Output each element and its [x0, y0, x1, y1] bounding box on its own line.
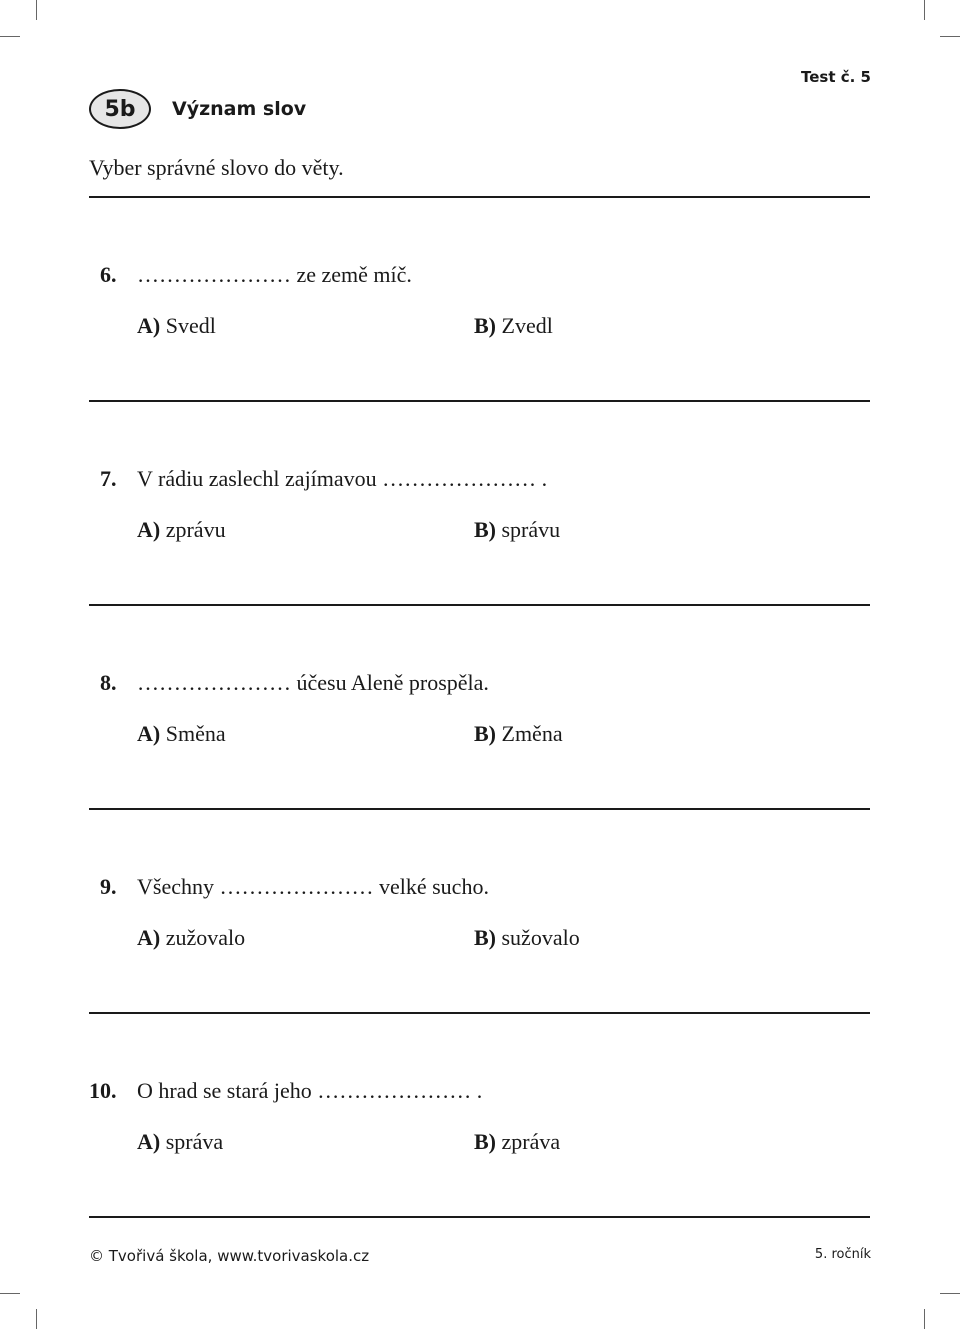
- option-label: správa: [165, 1129, 224, 1154]
- option-b[interactable]: [474, 925, 580, 951]
- option-letter: A): [137, 925, 161, 950]
- question-text: ………………… ze země míč.: [137, 262, 412, 287]
- question-9: [89, 874, 870, 994]
- section-badge: 5b: [89, 89, 151, 129]
- option-letter: A): [137, 517, 161, 542]
- question-text: V rádiu zaslechl zajímavou ………………… .: [137, 466, 548, 491]
- option-label: správu: [501, 517, 561, 542]
- question-number: 6.: [100, 262, 117, 287]
- crop-mark: [940, 1293, 960, 1294]
- option-letter: B): [474, 1129, 496, 1154]
- test-number: Test č. 5: [801, 68, 871, 86]
- crop-mark: [36, 1309, 37, 1329]
- option-label: Zvedl: [501, 313, 553, 338]
- option-letter: B): [474, 925, 496, 950]
- question-text: O hrad se stará jeho ………………… .: [137, 1078, 483, 1103]
- option-label: Svedl: [165, 313, 216, 338]
- question-8: [89, 670, 870, 790]
- footer-copyright: © Tvořivá škola, www.tvorivaskola.cz: [89, 1247, 370, 1265]
- option-letter: A): [137, 1129, 161, 1154]
- option-letter: B): [474, 313, 496, 338]
- question-7: [89, 466, 870, 586]
- question-10: [89, 1078, 870, 1198]
- crop-mark: [0, 36, 20, 37]
- option-b[interactable]: [474, 313, 553, 339]
- option-letter: A): [137, 313, 161, 338]
- option-b[interactable]: [474, 721, 563, 747]
- section-title: Význam slov: [172, 98, 307, 120]
- crop-mark: [0, 1293, 20, 1294]
- question-number: 9.: [100, 874, 117, 899]
- question-text: Všechny ………………… velké sucho.: [137, 874, 489, 899]
- question-6: [89, 262, 870, 382]
- instruction: Vyber správné slovo do věty.: [89, 155, 344, 180]
- divider: [89, 1216, 870, 1218]
- question-text: ………………… účesu Aleně prospěla.: [137, 670, 489, 695]
- option-letter: A): [137, 721, 161, 746]
- option-b[interactable]: [474, 517, 560, 543]
- crop-mark: [924, 0, 925, 20]
- divider: [89, 196, 870, 198]
- option-letter: B): [474, 517, 496, 542]
- option-a[interactable]: [137, 517, 226, 543]
- option-label: Změna: [501, 721, 563, 746]
- divider: [89, 808, 870, 810]
- option-a[interactable]: [137, 1129, 223, 1155]
- option-b[interactable]: [474, 1129, 560, 1155]
- option-label: sužovalo: [501, 925, 580, 950]
- option-a[interactable]: [137, 925, 245, 951]
- option-label: zprávu: [165, 517, 226, 542]
- question-number: 8.: [100, 670, 117, 695]
- divider: [89, 400, 870, 402]
- crop-mark: [924, 1309, 925, 1329]
- question-number: 10.: [89, 1078, 117, 1103]
- option-a[interactable]: [137, 313, 216, 339]
- option-label: zpráva: [501, 1129, 561, 1154]
- option-label: Směna: [165, 721, 226, 746]
- question-number: 7.: [100, 466, 117, 491]
- option-letter: B): [474, 721, 496, 746]
- crop-mark: [36, 0, 37, 20]
- option-a[interactable]: [137, 721, 226, 747]
- divider: [89, 604, 870, 606]
- divider: [89, 1012, 870, 1014]
- crop-mark: [940, 36, 960, 37]
- option-label: zužovalo: [165, 925, 246, 950]
- footer-grade: 5. ročník: [814, 1247, 871, 1262]
